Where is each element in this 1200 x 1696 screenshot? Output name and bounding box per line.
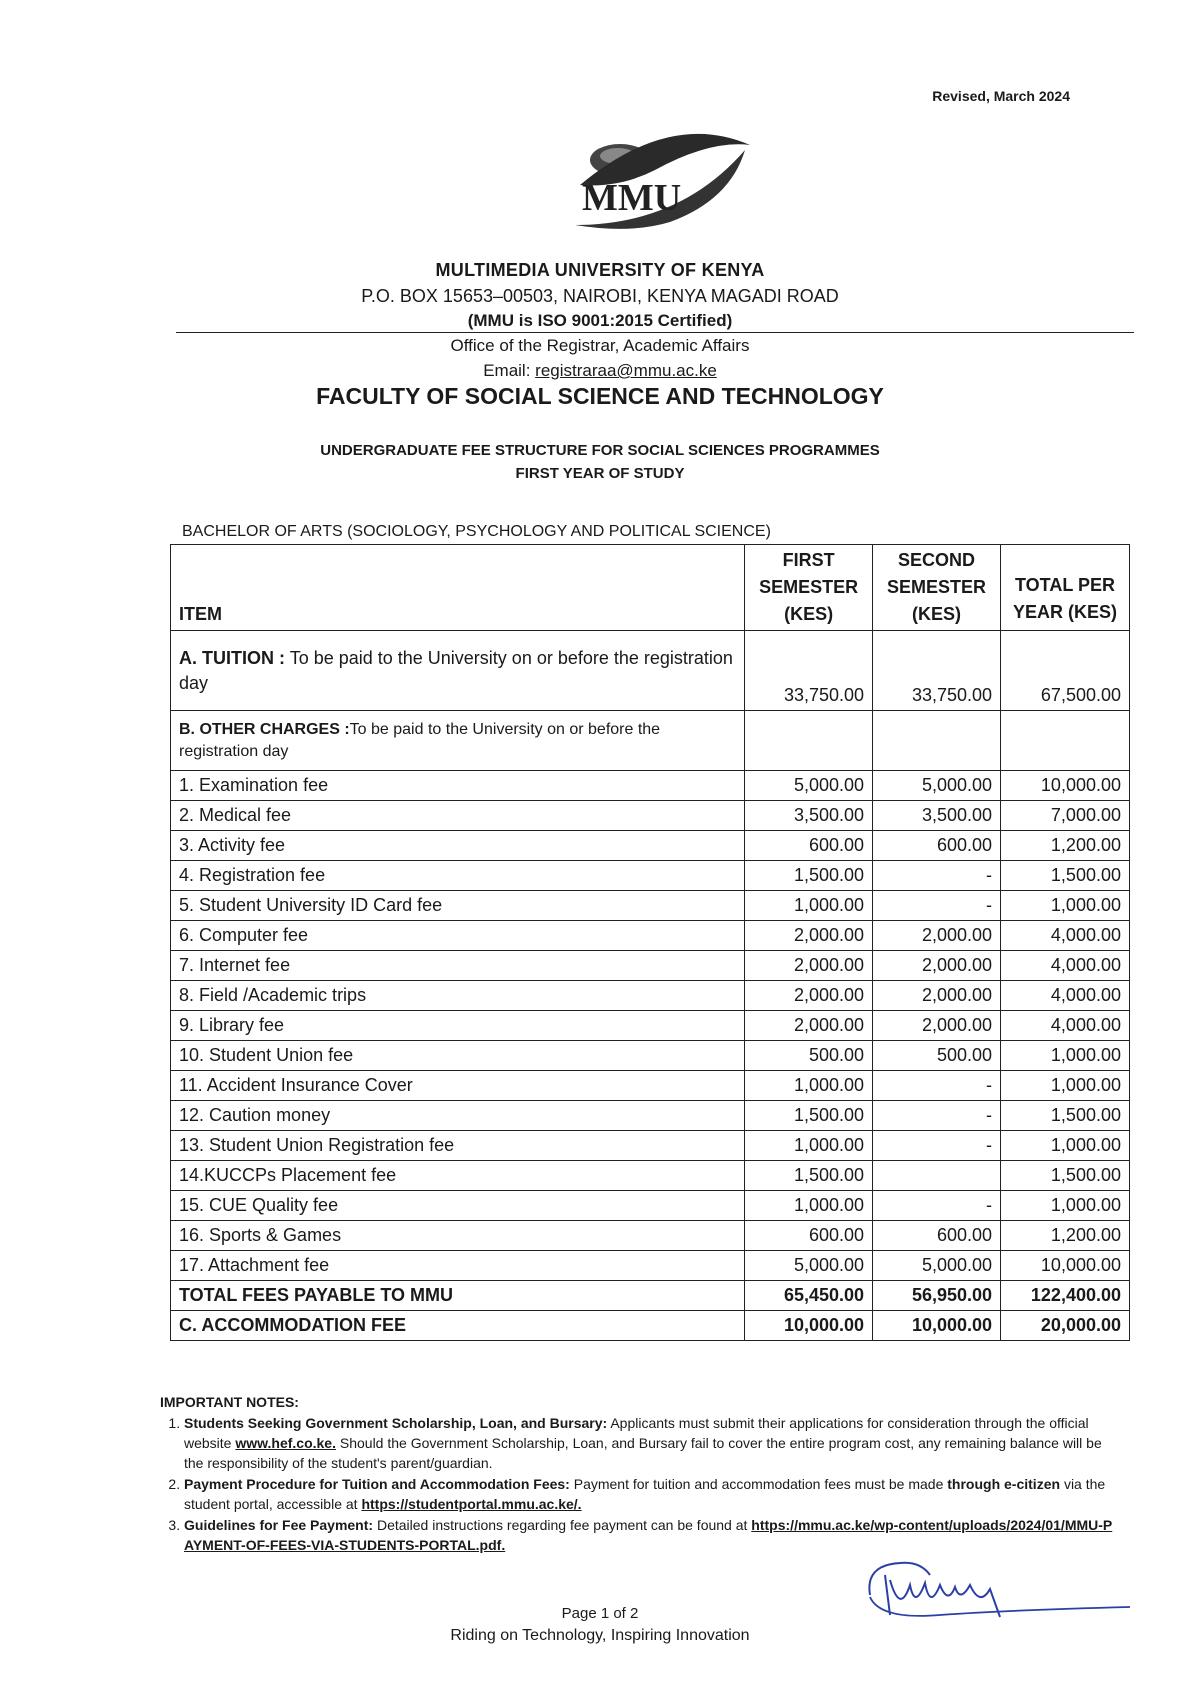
office-name: Office of the Registrar, Academic Affairs [450,336,750,355]
fee-second-semester: 5,000.00 [873,771,1001,801]
table-row [171,1131,1130,1161]
table-row [171,1071,1130,1101]
university-motto: Riding on Technology, Inspiring Innovation [450,1627,750,1644]
fee-item-label: 15. CUE Quality fee [171,1191,745,1221]
fee-first-semester: 600.00 [745,1221,873,1251]
fee-item-label: 5. Student University ID Card fee [171,891,745,921]
fee-second-semester: - [873,1131,1001,1161]
fee-first-semester: 1,000.00 [745,1071,873,1101]
tuition-first: 33,750.00 [745,631,873,711]
fee-total-per-year: 1,000.00 [1001,1191,1130,1221]
fee-table [170,544,1130,1341]
header-total-per-year: TOTAL PER YEAR (KES) [1001,545,1130,631]
header-first-semester: FIRST SEMESTER (KES) [745,545,873,631]
fee-structure-title: UNDERGRADUATE FEE STRUCTURE FOR SOCIAL SCIENCES PROGRAMMES [320,442,880,459]
page-number: Page 1 of 2 [561,1605,639,1622]
table-row [171,891,1130,921]
fee-total-per-year: 10,000.00 [1001,1251,1130,1281]
fee-second-semester: - [873,1101,1001,1131]
fee-first-semester: 2,000.00 [745,981,873,1011]
student-portal-link[interactable]: https://studentportal.mmu.ac.ke/. [361,1496,582,1512]
total-second: 56,950.00 [873,1281,1001,1311]
fee-item-label: 3. Activity fee [171,831,745,861]
table-row [171,771,1130,801]
table-row [171,1041,1130,1071]
fee-second-semester: 500.00 [873,1041,1001,1071]
note-item: 3. Guidelines for Fee Payment: Detailed instructions regarding fee payment can be found at https://mmu.ac.ke/wp-content/uploads/2024/01/MMU-PAYMENT-OF-FEES-VIA-STUDENTS-PORTAL.pdf. [184,1515,1120,1555]
other-charges-label: B. OTHER CHARGES :To be paid to the University on or before the registration day [171,711,745,771]
fee-total-per-year: 1,500.00 [1001,1101,1130,1131]
total-fees-row [171,1281,1130,1311]
fee-item-label: 16. Sports & Games [171,1221,745,1251]
mmu-logo [560,130,770,240]
fee-total-per-year: 1,000.00 [1001,1131,1130,1161]
header-item: ITEM [171,545,745,631]
fee-second-semester [873,1161,1001,1191]
fee-total-per-year: 4,000.00 [1001,951,1130,981]
fee-item-label: 12. Caution money [171,1101,745,1131]
total-fees-label: TOTAL FEES PAYABLE TO MMU [171,1281,745,1311]
fee-first-semester: 3,500.00 [745,801,873,831]
fee-second-semester: - [873,891,1001,921]
accommodation-total: 20,000.00 [1001,1311,1130,1341]
table-row [171,1011,1130,1041]
fee-first-semester: 500.00 [745,1041,873,1071]
fee-first-semester: 1,500.00 [745,861,873,891]
postal-address: P.O. BOX 15653–00503, NAIROBI, KENYA MAGADI ROAD [361,286,839,306]
fee-first-semester: 1,000.00 [745,1131,873,1161]
hef-link[interactable]: www.hef.co.ke. [235,1435,336,1451]
fee-total-per-year: 4,000.00 [1001,1011,1130,1041]
table-row [171,861,1130,891]
fee-item-label: 8. Field /Academic trips [171,981,745,1011]
fee-item-label: 7. Internet fee [171,951,745,981]
table-header-row [171,545,1130,631]
fee-second-semester: 2,000.00 [873,921,1001,951]
fee-item-label: 4. Registration fee [171,861,745,891]
fee-item-label: 2. Medical fee [171,801,745,831]
logo-text: MMU [582,177,682,219]
table-row [171,921,1130,951]
fee-total-per-year: 10,000.00 [1001,771,1130,801]
fee-second-semester: 3,500.00 [873,801,1001,831]
fee-item-label: 9. Library fee [171,1011,745,1041]
programme-name: BACHELOR OF ARTS (SOCIOLOGY, PSYCHOLOGY AND POLITICAL SCIENCE) [182,523,771,540]
tuition-second: 33,750.00 [873,631,1001,711]
fee-item-label: 6. Computer fee [171,921,745,951]
fee-second-semester: 2,000.00 [873,951,1001,981]
fee-item-label: 17. Attachment fee [171,1251,745,1281]
fee-total-per-year: 7,000.00 [1001,801,1130,831]
fee-total-per-year: 1,000.00 [1001,891,1130,921]
fee-item-label: 10. Student Union fee [171,1041,745,1071]
table-row [171,801,1130,831]
fee-total-per-year: 1,000.00 [1001,1071,1130,1101]
fee-item-label: 1. Examination fee [171,771,745,801]
fee-second-semester: - [873,861,1001,891]
faculty-title: FACULTY OF SOCIAL SCIENCE AND TECHNOLOGY [316,383,884,409]
fee-first-semester: 2,000.00 [745,1011,873,1041]
notes-title: IMPORTANT NOTES: [160,1394,299,1410]
accommodation-row [171,1311,1130,1341]
fee-first-semester: 2,000.00 [745,951,873,981]
fee-first-semester: 1,000.00 [745,891,873,921]
payment-guide-link[interactable]: https://mmu.ac.ke/wp-content/uploads/2024/01/MMU-PAYMENT-OF-FEES-VIA-STUDENTS-PORTAL.pdf. [184,1517,1113,1553]
table-row [171,951,1130,981]
fee-second-semester: 600.00 [873,1221,1001,1251]
fee-total-per-year: 1,200.00 [1001,831,1130,861]
fee-first-semester: 1,500.00 [745,1101,873,1131]
important-notes [160,1413,1120,1556]
fee-first-semester: 5,000.00 [745,771,873,801]
fee-second-semester: 5,000.00 [873,1251,1001,1281]
tuition-row [171,631,1130,711]
header-second-semester: SECOND SEMESTER (KES) [873,545,1001,631]
fee-first-semester: 600.00 [745,831,873,861]
year-of-study: FIRST YEAR OF STUDY [515,465,685,482]
note-item: 2. Payment Procedure for Tuition and Accommodation Fees: Payment for tuition and accommodation fees must be made through e-citizen via the student portal, accessible at https://studentportal.mmu.ac.ke/. [184,1474,1120,1514]
table-row [171,1251,1130,1281]
fee-total-per-year: 4,000.00 [1001,981,1130,1011]
table-row [171,981,1130,1011]
fee-second-semester: 2,000.00 [873,981,1001,1011]
fee-first-semester: 1,500.00 [745,1161,873,1191]
table-row [171,1191,1130,1221]
header-rule [176,332,1134,333]
note-item: 1. Students Seeking Government Scholarship, Loan, and Bursary: Applicants must submit their applications for consideration through the official website www.hef.co.ke. Should the Government Scholarship, Loan, and Bursary fail to cover the entire program cost, any remaining balance will be the responsibility of the student's parent/guardian. [184,1413,1120,1473]
accommodation-second: 10,000.00 [873,1311,1001,1341]
fee-total-per-year: 1,200.00 [1001,1221,1130,1251]
tuition-total: 67,500.00 [1001,631,1130,711]
fee-second-semester: 2,000.00 [873,1011,1001,1041]
fee-second-semester: 600.00 [873,831,1001,861]
table-row [171,1101,1130,1131]
tuition-label: A. TUITION : To be paid to the University on or before the registration day [171,631,745,711]
fee-first-semester: 1,000.00 [745,1191,873,1221]
email-line [0,361,1200,381]
fee-item-label: 13. Student Union Registration fee [171,1131,745,1161]
university-name: MULTIMEDIA UNIVERSITY OF KENYA [435,260,765,280]
signature [860,1555,1140,1635]
revised-date: Revised, March 2024 [932,88,1070,104]
fee-second-semester: - [873,1071,1001,1101]
email-link[interactable]: registraraa@mmu.ac.ke [535,361,717,380]
fee-item-label: 14.KUCCPs Placement fee [171,1161,745,1191]
email-label: Email: [483,361,531,380]
fee-total-per-year: 1,000.00 [1001,1041,1130,1071]
fee-item-label: 11. Accident Insurance Cover [171,1071,745,1101]
fee-total-per-year: 4,000.00 [1001,921,1130,951]
accommodation-label: C. ACCOMMODATION FEE [171,1311,745,1341]
table-row [171,1221,1130,1251]
accommodation-first: 10,000.00 [745,1311,873,1341]
table-row [171,831,1130,861]
fee-first-semester: 2,000.00 [745,921,873,951]
total-first: 65,450.00 [745,1281,873,1311]
other-charges-row [171,711,1130,771]
fee-total-per-year: 1,500.00 [1001,861,1130,891]
fee-total-per-year: 1,500.00 [1001,1161,1130,1191]
fee-first-semester: 5,000.00 [745,1251,873,1281]
table-row [171,1161,1130,1191]
iso-certification: (MMU is ISO 9001:2015 Certified) [467,311,733,330]
fee-second-semester: - [873,1191,1001,1221]
total-year: 122,400.00 [1001,1281,1130,1311]
